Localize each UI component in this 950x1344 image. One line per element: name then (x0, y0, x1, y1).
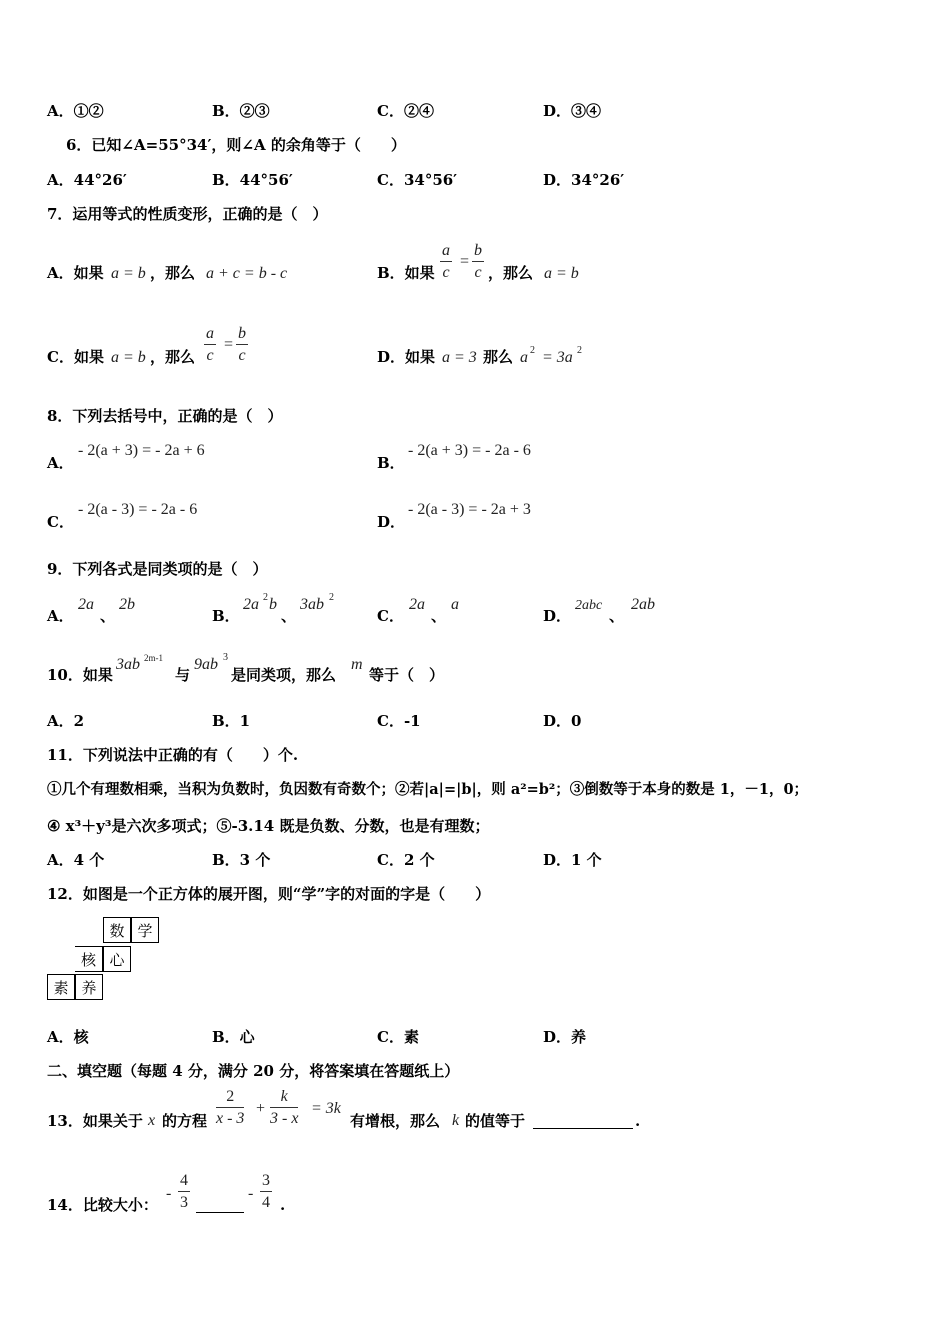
q11-option-b: B．3 个 (212, 851, 271, 869)
q7-option-d-rhs: = 3a (542, 349, 573, 366)
q10-variable-m: m (351, 656, 363, 673)
q14-answer-blank[interactable] (196, 1212, 244, 1213)
q7-option-a-math1: a = b (111, 265, 146, 282)
q9-option-b-term2: 3ab (300, 596, 324, 613)
q10-term1: 3ab (116, 656, 140, 673)
q7-option-b-math2: a = b (544, 265, 579, 282)
q7-option-c-prefix: C．如果 (47, 348, 104, 366)
q11-stem: 11．下列说法中正确的有（ ）个. (47, 746, 299, 764)
q7-option-c-fraction-2: $\frac{b}{c}$ (238, 325, 246, 364)
q9-option-a-separator: 、 (100, 607, 116, 625)
q9-option-b-exponent-1: 2 (263, 592, 268, 603)
q13-variable-x: x (148, 1112, 156, 1129)
q6-option-d: D．34°26′ (543, 171, 625, 189)
q10-option-b: B．1 (212, 712, 251, 730)
q9-option-d-term1: 2abc (575, 598, 603, 613)
q8-option-a: A． (47, 454, 74, 472)
q9-option-a-term1: 2a (78, 596, 94, 613)
q13-rhs: = 3k (311, 1100, 341, 1117)
q14-period: . (280, 1196, 286, 1214)
cube-net-cell: 学 (131, 917, 159, 943)
q13-period: . (635, 1112, 641, 1130)
q10-option-a: A．2 (47, 712, 85, 730)
q13-text-end: 的值等于 (465, 1112, 526, 1130)
q7-option-a-mid: ，那么 (150, 264, 196, 282)
q9-option-d-term2: 2ab (631, 596, 655, 613)
q11-statements-line2: ④ x³＋y³是六次多项式；⑤-3.14 既是负数、分数，也是有理数； (47, 817, 490, 835)
q14-minus-2: - (248, 1185, 254, 1202)
q7-option-d-mid: 那么 (483, 348, 514, 366)
q5-option-c: C．②④ (377, 102, 434, 120)
q7-option-d-math1: a = 3 (442, 349, 477, 366)
q9-option-b: B． (212, 607, 240, 625)
q9-option-b-term1a: 2a (243, 596, 259, 613)
cube-net-cell: 核 (75, 946, 103, 972)
q9-option-d: D． (543, 607, 572, 625)
q6-option-b: B．44°56′ (212, 171, 293, 189)
q13-fraction-1: $\frac{2}{x - 3}$ (216, 1088, 245, 1127)
q9-option-a-term2: 2b (119, 596, 135, 613)
q13-fraction-2: $\frac{k}{3 - x}$ (270, 1088, 299, 1127)
q7-option-a-math2: a + c = b - c (206, 265, 288, 282)
q12-option-b: B．心 (212, 1028, 255, 1046)
q9-option-c-separator: 、 (431, 607, 447, 625)
q12-stem: 12．如图是一个正方体的展开图，则“学”字的对面的字是（ ） (47, 885, 491, 903)
q11-option-d: D．1 个 (543, 851, 602, 869)
q9-option-b-term1b: b (269, 596, 277, 613)
q8-option-b-math: - 2(a + 3) = - 2a - 6 (408, 442, 531, 459)
q12-option-d: D．养 (543, 1028, 587, 1046)
q8-option-d-math: - 2(a - 3) = - 2a + 3 (408, 501, 531, 518)
q8-option-b: B． (377, 454, 405, 472)
q7-option-b-equals: = (460, 253, 470, 270)
q13-mid-text: 的方程 (162, 1112, 208, 1130)
q13-variable-k: k (452, 1112, 460, 1129)
q13-answer-blank[interactable] (533, 1128, 633, 1129)
q8-option-a-math: - 2(a + 3) = - 2a + 6 (78, 442, 205, 459)
q10-option-c: C．-1 (377, 712, 421, 730)
q6-option-a: A．44°26′ (47, 171, 127, 189)
q10-option-d: D．0 (543, 712, 582, 730)
cube-net-cell: 数 (103, 917, 131, 943)
q7-option-c-equals: = (224, 336, 234, 353)
q7-option-d-prefix: D．如果 (377, 348, 436, 366)
q10-middle-text: 是同类项，那么 (231, 666, 337, 684)
q13-text-after: 有增根，那么 (350, 1112, 441, 1130)
q8-option-c: C． (47, 513, 74, 531)
q9-option-c-term1: 2a (409, 596, 425, 613)
q12-option-c: C．素 (377, 1028, 419, 1046)
q5-option-d: D．③④ (543, 102, 602, 120)
q7-option-d-base: a (520, 349, 528, 366)
q9-option-c: C． (377, 607, 404, 625)
q12-option-a: A．核 (47, 1028, 89, 1046)
q6-option-c: C．34°56′ (377, 171, 458, 189)
q7-option-a-prefix: A．如果 (47, 264, 104, 282)
q7-option-c-fraction-1: $\frac{a}{c}$ (206, 325, 214, 364)
q5-option-a: A．①② (47, 102, 104, 120)
q11-option-a: A．4 个 (47, 851, 105, 869)
q7-option-b-prefix: B．如果 (377, 264, 435, 282)
q9-option-b-exponent-2: 2 (329, 592, 334, 603)
q10-connector: 与 (175, 666, 191, 684)
q10-suffix: 等于（ ） (369, 666, 445, 684)
q10-term1-exponent: 2m-1 (144, 653, 163, 663)
q9-option-b-separator: 、 (281, 607, 297, 625)
q10-term2-exponent: 3 (223, 652, 228, 663)
q14-minus-1: - (166, 1185, 172, 1202)
q5-option-b: B．②③ (212, 102, 270, 120)
q11-statements-line1: ①几个有理数相乘，当积为负数时，负因数有奇数个；②若|a|=|b|，则 a²=b²；③倒数等于本身的数是 1，－1，0； (47, 781, 809, 798)
q7-option-d-exponent-2: 2 (577, 345, 582, 356)
q13-prefix: 13．如果关于 (47, 1112, 143, 1130)
q9-option-c-term2: a (451, 596, 459, 613)
q14-fraction-1: $\frac{4}{3}$ (180, 1172, 188, 1211)
q8-stem: 8．下列去括号中，正确的是（ ） (47, 407, 283, 425)
q14-prefix: 14．比较大小： (47, 1196, 158, 1214)
q9-stem: 9．下列各式是同类项的是（ ） (47, 560, 268, 578)
q8-option-c-math: - 2(a - 3) = - 2a - 6 (78, 501, 198, 518)
q7-option-b-fraction-2: $\frac{b}{c}$ (474, 242, 482, 281)
q7-stem: 7．运用等式的性质变形，正确的是（ ） (47, 205, 328, 223)
cube-net-cell: 心 (103, 946, 131, 972)
q13-plus: + (256, 1100, 266, 1117)
q11-option-c: C．2 个 (377, 851, 435, 869)
q9-option-a: A． (47, 607, 74, 625)
cube-net-cell: 养 (75, 974, 103, 1000)
q9-option-d-separator: 、 (609, 607, 625, 625)
cube-net-cell: 素 (47, 974, 75, 1000)
q10-term2: 9ab (194, 656, 218, 673)
section-heading-fill-in: 二、填空题（每题 4 分，满分 20 分，将答案填在答题纸上） (47, 1062, 460, 1080)
q8-option-d: D． (377, 513, 406, 531)
q14-fraction-2: $\frac{3}{4}$ (262, 1172, 270, 1211)
q6-stem: 6．已知∠A=55°34′，则∠A 的余角等于（ ） (66, 136, 406, 154)
q7-option-b-fraction-1: $\frac{a}{c}$ (442, 242, 450, 281)
q7-option-b-mid: ，那么 (488, 264, 534, 282)
q7-option-c-math1: a = b (111, 349, 146, 366)
q7-option-c-mid: ，那么 (150, 348, 196, 366)
q7-option-d-exponent-1: 2 (530, 345, 535, 356)
q10-prefix: 10．如果 (47, 666, 113, 684)
